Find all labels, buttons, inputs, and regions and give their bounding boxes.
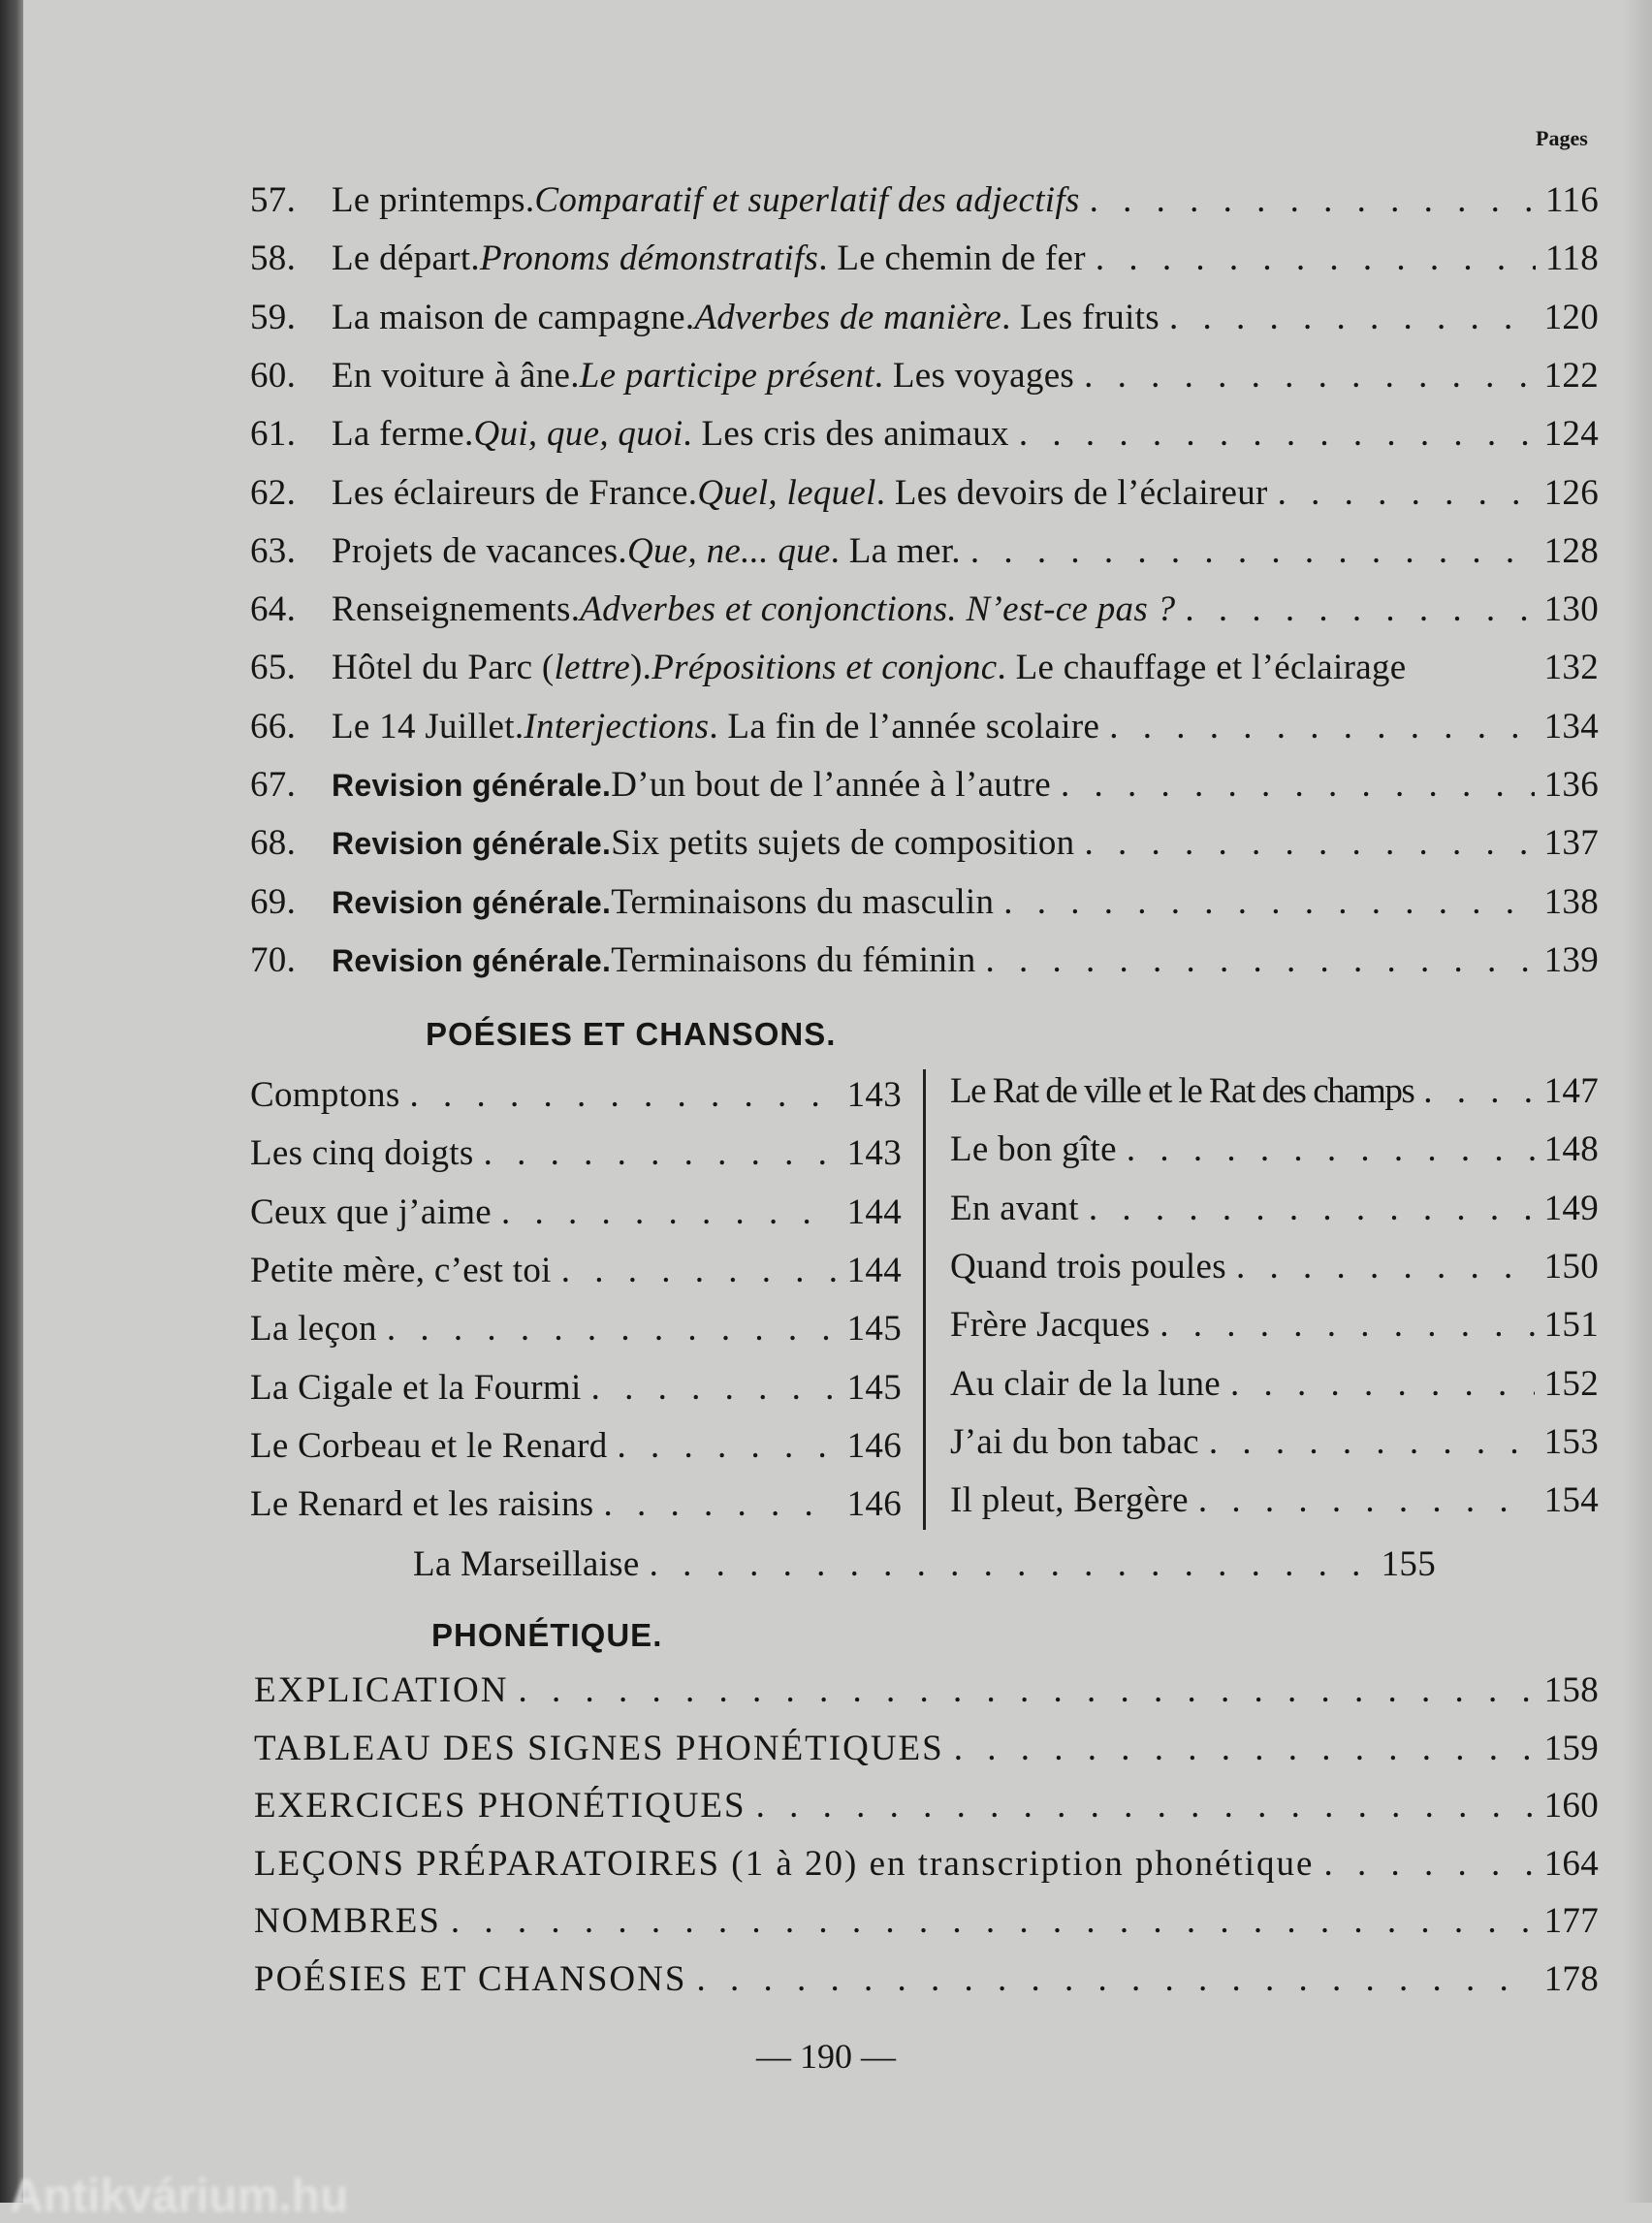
toc-entry [250,1425,902,1467]
phonetics-title: TABLEAU DES SIGNES PHONÉTIQUES [254,1728,944,1768]
leader-dots [970,530,1535,572]
entry-number: 62. [250,472,297,513]
entry-text: . Le chauffage et l’éclairage [997,648,1407,688]
leader-dots [518,1669,1534,1711]
entry-number: 70. [250,939,297,980]
toc-entry [254,1669,1599,1711]
entry-text: . La mer. [830,530,961,571]
phonetics-title: POÉSIES ET CHANSONS [254,1958,687,1999]
leader-dots [756,1785,1535,1826]
entry-page: 118 [1544,238,1599,279]
leader-dots [696,1958,1534,2000]
entry-number: 57. [250,180,297,220]
toc-entry [250,1132,902,1174]
leader-dots [1084,355,1534,397]
entry-page: 151 [1543,1305,1599,1346]
leader-dots [1278,472,1535,514]
toc-entry [250,881,1599,923]
toc-entry [250,1191,902,1233]
phonetics-title: EXPLICATION [254,1670,509,1710]
entry-number: 67. [250,765,297,805]
entry-text: Terminaisons du féminin [611,939,976,980]
entry-page: 138 [1543,881,1599,922]
leader-dots [618,1425,838,1467]
leader-dots [1019,413,1535,455]
leader-dots [591,1367,838,1409]
entry-text: Prépositions et conjonc [651,648,998,688]
entry-text: Qui, que, quoi [473,414,683,455]
entry-page: 177 [1543,1901,1599,1941]
entry-number: 64. [250,589,297,630]
entry-page: 146 [846,1425,902,1466]
toc-entry [250,413,1599,455]
entry-text: Le 14 Juillet. [332,706,524,746]
entry-page: 134 [1543,706,1599,746]
entry-number: 58. [250,238,297,279]
toc-entry [950,1363,1599,1405]
entry-text: Quel, lequel [697,472,876,513]
leader-dots [1423,1070,1534,1112]
page-edge [1623,0,1652,2203]
entry-text: Pronoms démonstratifs [479,238,819,279]
entry-text: . Le chemin de fer [818,238,1086,279]
entry-text: Revision générale. [332,942,612,978]
entry-text: Le printemps. [332,180,535,220]
poem-title: En avant [950,1188,1079,1228]
poem-title: Le bon gîte [950,1129,1117,1170]
entry-text: Comparatif et superlatif des adjectifs [534,180,1080,220]
poem-title: Comptons [250,1075,400,1115]
entry-page: 145 [846,1367,902,1408]
toc-entry [950,1421,1599,1463]
entry-page: 149 [1543,1188,1599,1228]
toc-entry [950,1188,1599,1229]
toc-entry [250,472,1599,514]
leader-dots [650,1543,1372,1585]
entry-text: ). [630,648,652,688]
watermark: Antikvárium.hu [10,2171,349,2222]
toc-entry [250,764,1599,806]
entry-text: Adverbes de manière [694,297,1002,337]
toc-entry [254,1728,1599,1769]
leader-dots [954,1728,1535,1769]
leader-dots [1209,1421,1535,1463]
entry-page: 147 [1543,1071,1599,1111]
toc-entry [250,297,1599,338]
entry-text: . Les cris des animaux [683,414,1009,455]
entry-text: Revision générale. [332,884,612,920]
poem-title: Au clair de la lune [950,1363,1221,1404]
entry-page: 120 [1543,297,1599,337]
poem-title: Quand trois poules [950,1246,1226,1286]
leader-dots [1230,1363,1535,1405]
entry-text: Projets de vacances. [332,530,627,571]
entry-page: 143 [846,1075,902,1115]
toc-entry [250,530,1599,572]
toc-entry [250,238,1599,279]
poem-title: La Marseillaise [413,1544,640,1584]
toc-entry [950,1479,1599,1521]
entry-page: 130 [1543,589,1599,630]
leader-dots [1236,1246,1535,1287]
entry-page: 143 [846,1133,902,1174]
entry-page: 145 [846,1309,902,1350]
poem-title: Frère Jacques [950,1305,1151,1346]
leader-dots [1109,706,1534,747]
poem-title: Petite mère, c’est toi [250,1250,552,1290]
entry-page: 136 [1543,765,1599,805]
entry-text: . La fin de l’année scolaire [709,706,1100,746]
column-divider [923,1069,926,1530]
toc-entry [950,1128,1599,1170]
toc-entry [250,1250,902,1291]
entry-page: 144 [846,1191,902,1232]
toc-entry [250,1367,902,1409]
entry-number: 59. [250,297,297,337]
toc-entry [413,1543,1436,1585]
entry-page: 137 [1543,823,1599,864]
leader-dots [1089,1188,1535,1229]
toc-entry [250,1308,902,1350]
entry-page: 122 [1543,355,1599,396]
leader-dots [387,1308,838,1350]
entry-text: Le départ. [332,238,480,279]
poem-title: La Cigale et la Fourmi [250,1367,582,1408]
book-spine-shadow [0,0,23,2203]
phonetics-title: NOMBRES [254,1901,441,1941]
entry-page: 152 [1543,1363,1599,1404]
entry-text: Que, ne... que [626,530,831,571]
toc-entry [250,647,1599,688]
leader-dots [410,1074,838,1116]
toc-entry [254,1785,1599,1826]
entry-number: 60. [250,355,297,396]
toc-entry [950,1304,1599,1346]
leader-dots [1160,1304,1534,1346]
toc-entry [950,1246,1599,1287]
poem-title: Les cinq doigts [250,1133,474,1174]
phonetics-heading: PHONÉTIQUE. [431,1617,663,1653]
phonetics-title: LEÇONS PRÉPARATOIRES (1 à 20) en transcription phonétique [254,1843,1315,1884]
toc-entry [250,939,1599,981]
leader-dots [1127,1128,1535,1170]
entry-text: Hôtel du Parc ( [332,648,555,688]
leader-dots [603,1483,837,1525]
leader-dots [484,1132,838,1174]
entry-page: 158 [1543,1670,1599,1710]
toc-entry [950,1070,1599,1112]
entry-text: La maison de campagne. [332,297,695,337]
leader-dots [451,1900,1535,1942]
entry-text: En voiture à âne. [332,355,580,396]
entry-text: Terminaisons du masculin [611,881,995,922]
leader-dots [1198,1479,1535,1521]
entry-page: 126 [1543,472,1599,513]
entry-number: 66. [250,706,297,746]
toc-entry [250,822,1599,864]
entry-page: 159 [1543,1728,1599,1768]
entry-page: 155 [1381,1544,1436,1584]
poem-title: Le Corbeau et le Renard [250,1425,608,1466]
poem-title: Le Rat de ville et le Rat des champs [950,1071,1414,1111]
poem-title: Le Renard et les raisins [250,1484,594,1525]
leader-dots [986,939,1535,981]
leader-dots [1185,588,1534,630]
poem-title: J’ai du bon tabac [950,1421,1199,1462]
toc-entry [254,1958,1599,2000]
entry-text: Interjections [524,706,710,746]
entry-text: lettre [554,648,631,688]
entry-text: La ferme. [332,414,474,455]
entry-text: D’un bout de l’année à l’autre [611,765,1052,805]
phonetics-title: EXERCICES PHONÉTIQUES [254,1786,747,1826]
entry-text: Adverbes et conjonctions. N’est-ce pas ? [580,589,1176,630]
poem-title: Ceux que j’aime [250,1191,492,1232]
entry-page: 116 [1544,180,1599,220]
entry-text: Revision générale. [332,826,612,862]
pages-column-label: Pages [1536,126,1588,150]
entry-page: 153 [1543,1421,1599,1462]
poem-title: La leçon [250,1309,377,1350]
toc-entry [254,1843,1599,1885]
entry-page: 164 [1543,1843,1599,1884]
entry-page: 150 [1543,1246,1599,1286]
page-number: — 190 — [756,2037,896,2076]
leader-dots [1323,1843,1534,1885]
toc-entry [250,588,1599,630]
entry-number: 61. [250,414,297,455]
entry-text: Renseignements. [332,589,581,630]
toc-entry [250,1483,902,1525]
toc-entry [250,179,1599,221]
entry-text: . Les voyages [874,355,1075,396]
toc-entry [250,1074,902,1116]
entry-number: 65. [250,648,297,688]
leader-dots [1169,297,1535,338]
leader-dots [1096,238,1536,279]
leader-dots [561,1250,838,1291]
entry-page: 139 [1543,939,1599,980]
poem-title: Il pleut, Bergère [950,1480,1189,1521]
leader-dots [501,1191,838,1233]
entry-page: 124 [1543,414,1599,455]
entry-page: 144 [846,1250,902,1290]
entry-number: 68. [250,823,297,864]
toc-entry [254,1900,1599,1942]
entry-text: Revision générale. [332,768,612,803]
entry-text: Six petits sujets de composition [611,823,1075,864]
entry-number: 63. [250,530,297,571]
toc-entry [250,706,1599,747]
entry-page: 148 [1543,1129,1599,1170]
entry-text: Les éclaireurs de France. [332,472,698,513]
poetry-heading: POÉSIES ET CHANSONS. [426,1016,837,1052]
entry-page: 128 [1543,530,1599,571]
entry-page: 146 [846,1484,902,1525]
entry-page: 154 [1543,1480,1599,1521]
entry-number: 69. [250,881,297,922]
leader-dots [1090,179,1536,221]
leader-dots [1061,764,1535,806]
leader-dots [1084,822,1534,864]
toc-entry [250,355,1599,397]
entry-page: 178 [1543,1958,1599,1999]
entry-text: . Les fruits [1001,297,1160,337]
entry-page: 132 [1543,648,1599,688]
entry-page: 160 [1543,1786,1599,1826]
leader-dots [1003,881,1534,923]
entry-text: . Les devoirs de l’éclaireur [875,472,1268,513]
entry-text: Le participe présent [579,355,874,396]
